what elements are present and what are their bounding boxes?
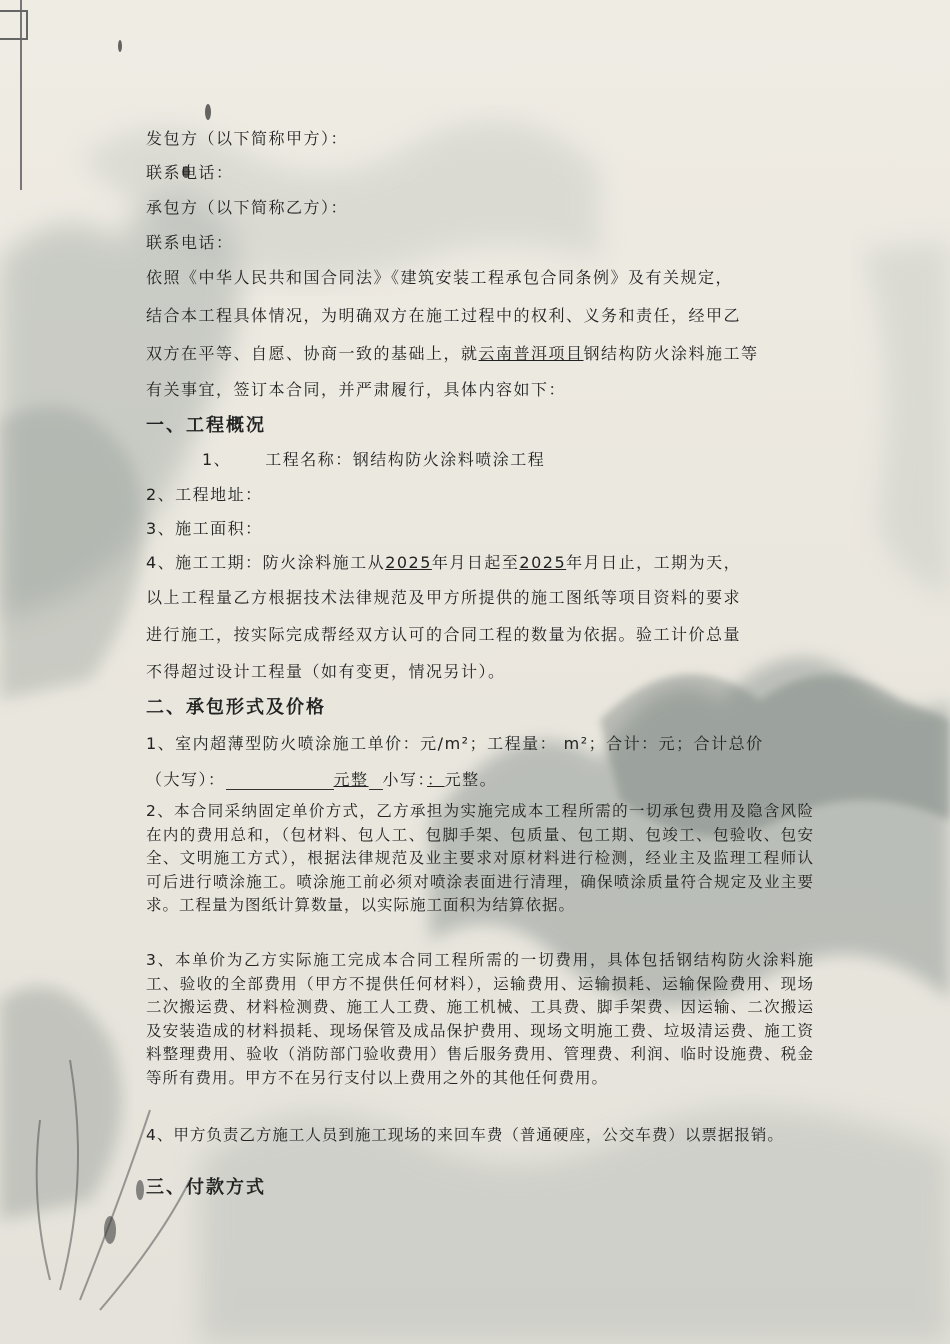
section-2-item-4: 4、甲方负责乙方施工人员到施工现场的来回车费（普通硬座，公交车费）以票据报销。 (146, 1126, 784, 1144)
capital-amount-unit: 元整 (333, 770, 369, 789)
section-1-item-1 (202, 447, 545, 470)
quantity-para-line-2: 进行施工，按实际完成帮经双方认可的合同工程的数量为依据。验工计价总量 (146, 625, 742, 644)
section-2-heading: 二、承包形式及价格 (146, 697, 326, 718)
quantity-para-line-3: 不得超过设计工程量（如有变更，情况另计）。 (146, 662, 506, 681)
intro-line-4: 有关事宜，签订本合同，并严肃履行，具体内容如下： (146, 380, 567, 399)
section-1-item-2: 2、工程地址： (146, 485, 263, 504)
period-prefix: 4、施工工期：防火涂料施工从 (146, 553, 386, 572)
intro-line-1: 依照《中华人民共和国合同法》《建筑安装工程承包合同条例》及有关规定， (146, 268, 734, 287)
small-amount-unit: 元整。 (444, 770, 498, 789)
party-a-phone-line: 联系电话： (146, 163, 234, 182)
capital-amount-label: （大写）： (146, 770, 226, 789)
small-amount-label: 小写： (382, 770, 428, 789)
start-year: 2025 (385, 553, 432, 572)
section-2-item-3: 3、本单价为乙方实际施工完成本合同工程所需的一切费用，具体包括钢结构防火涂料施工、验收的全部费用（甲方不提供任何材料），运输费用、运输损耗、运输保险费用、现场二次搬运费、材料检测费、施工人工费、施工机械、工具费、脚手架费、因运输、二次搬运及安装造成的材料损耗、现场保管及成品保护费用、现场文明施工费、垃圾清运费、施工资料整理费用、验收（消防部门验收费用）售后服务费用、管理费、利润、临时设施费、税金等所有费用。甲方不在另行支付以上费用之外的其他任何费用。 (146, 951, 814, 1087)
quantity-para-line-1: 以上工程量乙方根据技术法律规范及甲方所提供的施工图纸等项目资料的要求 (146, 588, 742, 607)
party-b-phone-line: 联系电话： (146, 233, 234, 252)
small-amount-blank: ： (427, 770, 445, 789)
project-title: 工程名称：钢结构防火涂料喷涂工程 (265, 450, 546, 469)
section-3-heading: 三、付款方式 (146, 1177, 266, 1198)
period-suffix: 年月日止，工期为天， (566, 553, 742, 572)
period-middle: 年月日起至 (431, 553, 520, 572)
intro-line-3-post: 钢结构防火涂料施工等 (583, 344, 759, 363)
section-1-item-4 (146, 550, 741, 573)
end-year: 2025 (519, 553, 567, 572)
capital-amount-blank (226, 770, 334, 790)
item-1-number: 1、 (202, 450, 232, 469)
party-a-line: 发包方（以下简称甲方）： (146, 129, 349, 148)
intro-line-3-pre: 双方在平等、自愿、协商一致的基础上，就 (146, 344, 479, 363)
section-2-item-2: 2、本合同采纳固定单价方式，乙方承担为实施完成本工程所需的一切承包费用及隐含风险在内的费用总和，（包材料、包人工、包脚手架、包质量、包工期、包竣工、包验收、包安全、文明施工方式），根据法律规范及业主要求对原材料进行检测，经业主及监理工程师认可后进行喷涂施工。喷涂施工前必须对喷涂表面进行清理，确保喷涂质量符合规定及业主要求。工程量为图纸计算数量，以实际施工面积为结算依据。 (146, 802, 814, 914)
party-b-line: 承包方（以下简称乙方）： (146, 198, 349, 217)
intro-line-3 (146, 341, 759, 364)
project-name: 云南普洱项目 (478, 344, 584, 363)
section-1-item-3: 3、施工面积： (146, 519, 263, 538)
intro-line-2: 结合本工程具体情况，为明确双方在施工过程中的权利、义务和责任，经甲乙 (146, 306, 742, 325)
section-1-heading: 一、工程概况 (146, 415, 266, 436)
frame-corner-ornament (0, 10, 28, 40)
section-2-item-1-line-1: 1、室内超薄型防火喷涂施工单价：元/m²；工程量： m²；合计：元；合计总价 (146, 734, 764, 753)
section-2-item-1-line-2 (146, 767, 497, 790)
